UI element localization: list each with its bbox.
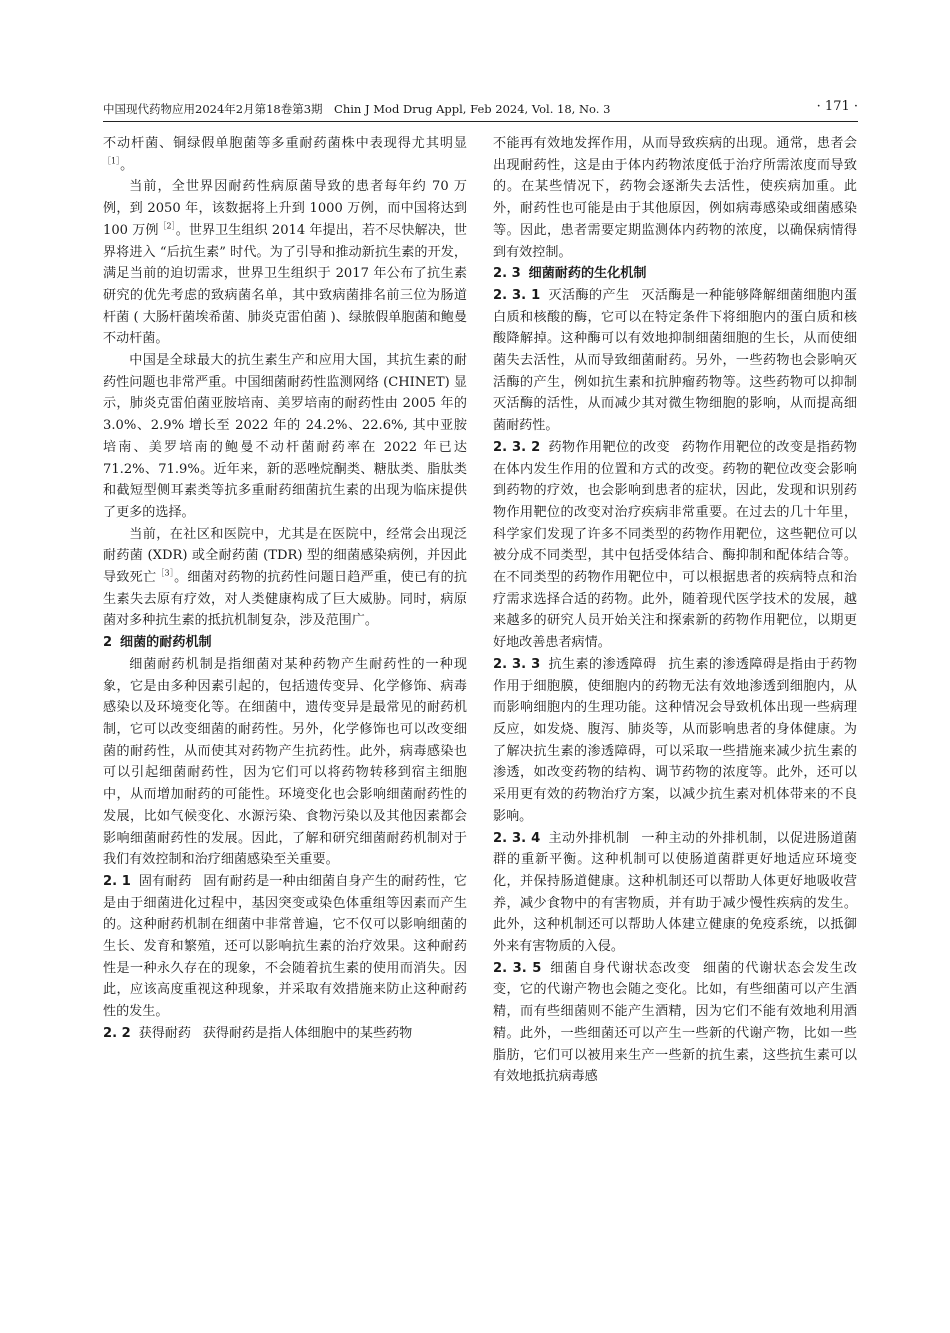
subsection-paragraph: 2. 3. 4 主动外排机制 一种主动的外排机制，以促进肠道菌群的重新平衡。这种机制可以使肠道菌群更好地适应环境变化，并保持肠道健康。这种机制还可以帮助人体更好地吸收营养，减少食物中的有害物质，并有助于减少慢性疾病的发生。此外，这种机制还可以帮助人体建立健康的免疫系统，以抵御外来有害物质的入侵。 — [493, 830, 858, 955]
running-header — [103, 99, 858, 122]
citation-ref[interactable]: ［2］ — [158, 221, 176, 231]
paragraph: 当前，在社区和医院中，尤其是在医院中，经常会出现泛耐药菌 (XDR) 或全耐药菌 (TDR) 型的细菌感染病例，并因此导致死亡$^{[3]}$。细菌对药物的抗药性问题日趋严重，使已有的抗生素失去原有疗效，对人类健康构成了巨大威胁。同时，病原菌对多种抗生素的抵抗机制复杂，涉及范围广。 — [103, 526, 468, 629]
subsection-title: 药物作用靶位的改变 — [548, 439, 671, 455]
paragraph: 不动杆菌、铜绿假单胞菌等多重耐药菌株中表现得尤其明显$^{[1]}$。 — [103, 136, 467, 173]
subsection-paragraph: 2. 1 固有耐药 固有耐药是一种由细菌自身产生的耐药性，它是由于细菌进化过程中，基因突变或染色体重组等因素而产生的。这种耐药机制在细菌中非常普遍，它不仅可以影响细菌的生长、发育和繁殖，还可以影响抗生素的治疗效果。这种耐药性是一种永久存在的现象，不会随着抗生素的使用而消失。因此，应该高度重视这种现象，并采取有效措施来防止这种耐药性的发生。 — [103, 873, 467, 1020]
subsection-title: 灭活酶的产生 — [548, 287, 630, 303]
subsection-title: 固有耐药 — [138, 873, 192, 889]
left-column — [103, 133, 467, 1045]
citation-ref[interactable]: ［3］ — [156, 568, 175, 578]
subsection-paragraph: 2. 3. 3 抗生素的渗透障碍 抗生素的渗透障碍是指由于药物作用于细胞膜，使细胞内的药物无法有效地渗透到细胞内，从而影响细胞内的生理功能。这种情况会导致机体出现一些病理反应，如发烧、腹泻、肺炎等，从而影响患者的身体健康。为了解决抗生素的渗透障碍，可以采取一些措施来减少抗生素的渗透，如改变药物的结构、调节药物的浓度等。此外，还可以采用更有效的药物治疗方案，以减少抗生素对机体带来的不良影响。 — [493, 656, 858, 824]
paragraph: 不能再有效地发挥作用，从而导致疾病的出现。通常，患者会出现耐药性，这是由于体内药物浓度低于治疗所需浓度而导致的。在某些情况下，药物会逐渐失去活性，使疾病加重。此外，耐药性也可能是由于其他原因，例如病毒感染或细菌感染等。因此，患者需要定期监测体内药物的浓度，以确保病情得到有效控制。 — [493, 136, 857, 260]
right-column — [493, 133, 857, 1088]
section-heading: 2 细菌的耐药机制 — [103, 635, 212, 651]
paragraph: 细菌耐药机制是指细菌对某种药物产生耐药性的一种现象，它是由多种因素引起的，包括遗传变异、化学修饰、病毒感染以及环境变化等。在细菌中，遗传变异是最常见的耐药机制，它可以改变细菌的耐药性。另外，化学修饰也可以改变细菌的耐药性，从而使其对药物产生抗药性。此外，病毒感染也可以引起细菌耐药性，因为它们可以将药物转移到宿主细胞中，从而增加耐药的可能性。环境变化也会影响细菌耐药性的发展，比如气候变化、水源污染、食物污染以及其他因素都会影响细菌耐药性的发展。因此，了解和研究细菌耐药机制对于我们有效控制和治疗细菌感染至关重要。 — [103, 656, 467, 868]
subsection-title: 获得耐药 — [138, 1025, 191, 1041]
subsection-heading: 2. 3 细菌耐药的生化机制 — [493, 266, 647, 282]
page-number: · 171 · — [816, 99, 858, 114]
subsection-paragraph: 2. 3. 2 药物作用靶位的改变 药物作用靶位的改变是指药物在体内发生作用的位置和方式的改变。药物的靶位改变会影响到药物的疗效，也会影响到患者的症状，因此，发现和识别药物作用靶位的改变对治疗疾病非常重要。在过去的几十年里，科学家们发现了许多不同类型的药物作用靶位，这些靶位可以被分成不同类型，其中包括受体结合、酶抑制和配体结合等。在不同类型的药物作用靶位中，可以根据患者的疾病特点和治疗需求选择合适的药物。此外，随着现代医学技术的发展，越来越多的研究人员开始关注和探索新的药物作用靶位，以期更好地改善患者病情。 — [493, 439, 858, 651]
subsection-paragraph: 2. 2 获得耐药 获得耐药是指人体细胞中的某些药物 — [103, 1025, 413, 1041]
subsection-paragraph: 2. 3. 5 细菌自身代谢状态改变 细菌的代谢状态会发生改变，它的代谢产物也会随之变化。比如，有些细菌可以产生酒精，而有些细菌则不能产生酒精，因为它们不能有效地利用酒精。此外，一些细菌还可以产生一些新的代谢产物，比如一些脂肪，它们可以被用来生产一些新的抗生素，这些抗生素可以有效地抵抗病毒感 — [493, 960, 858, 1085]
subsection-title: 抗生素的渗透障碍 — [548, 656, 657, 672]
citation-ref[interactable]: ［1］ — [103, 156, 121, 166]
subsection-title: 主动外排机制 — [548, 830, 630, 846]
subsection-title: 细菌自身代谢状态改变 — [549, 960, 692, 976]
journal-citation: 中国现代药物应用2024年2月第18卷第3期 Chin J Mod Drug Appl, Feb 2024, Vol. 18, No. 3 — [103, 102, 611, 116]
paragraph: 当前，全世界因耐药性病原菌导致的患者每年约 70 万例，到 2050 年，该数据将上升到 1000 万例，而中国将达到 100 万例$^{[2]}$。世界卫生组织 2014 年提出，若不尽快解决，世界将进入 “后抗生素” 时代。为了引导和推动新抗生素的开发，满足当前的迫切需求，世界卫生组织于 2017 年公布了抗生素研究的优先考虑的致病菌名单，其中致病菌排名前三位为肠道杆菌 ( 大肠杆菌埃希菌、肺炎克雷伯菌 )、绿脓假单胞菌和鲍曼不动杆菌。 — [103, 179, 468, 347]
paragraph: 中国是全球最大的抗生素生产和应用大国，其抗生素的耐药性问题也非常严重。中国细菌耐药性监测网络 (CHINET) 显示，肺炎克雷伯菌亚胺培南、美罗培南的耐药性由 2005 年的 3.0%、2.9% 增长至 2022 年的 24.2%、22.6%, 其中亚胺培南、美罗培南的鲍曼不动杆菌耐药率在 2022 年已达 71.2%、71.9%。近年来，新的恶唑烷酮类、糖肽类、脂肽类和截短型侧耳素类等抗多重耐药细菌抗生素的出现为临床提供了更多的选择。 — [103, 353, 467, 520]
subsection-paragraph: 2. 3. 1 灭活酶的产生 灭活酶是一种能够降解细菌细胞内蛋白质和核酸的酶，它可以在特定条件下将细胞内的蛋白质和核酸降解掉。这种酶可以有效地抑制细菌细胞的生长，从而使细菌失去活性，从而导致细菌耐药。另外，一些药物也会影响灭活酶的产生，例如抗生素和抗肿瘤药物等。这些药物可以抑制灭活酶的活性，从而减少其对微生物细胞的影响，从而提高细菌耐药性。 — [493, 287, 858, 434]
